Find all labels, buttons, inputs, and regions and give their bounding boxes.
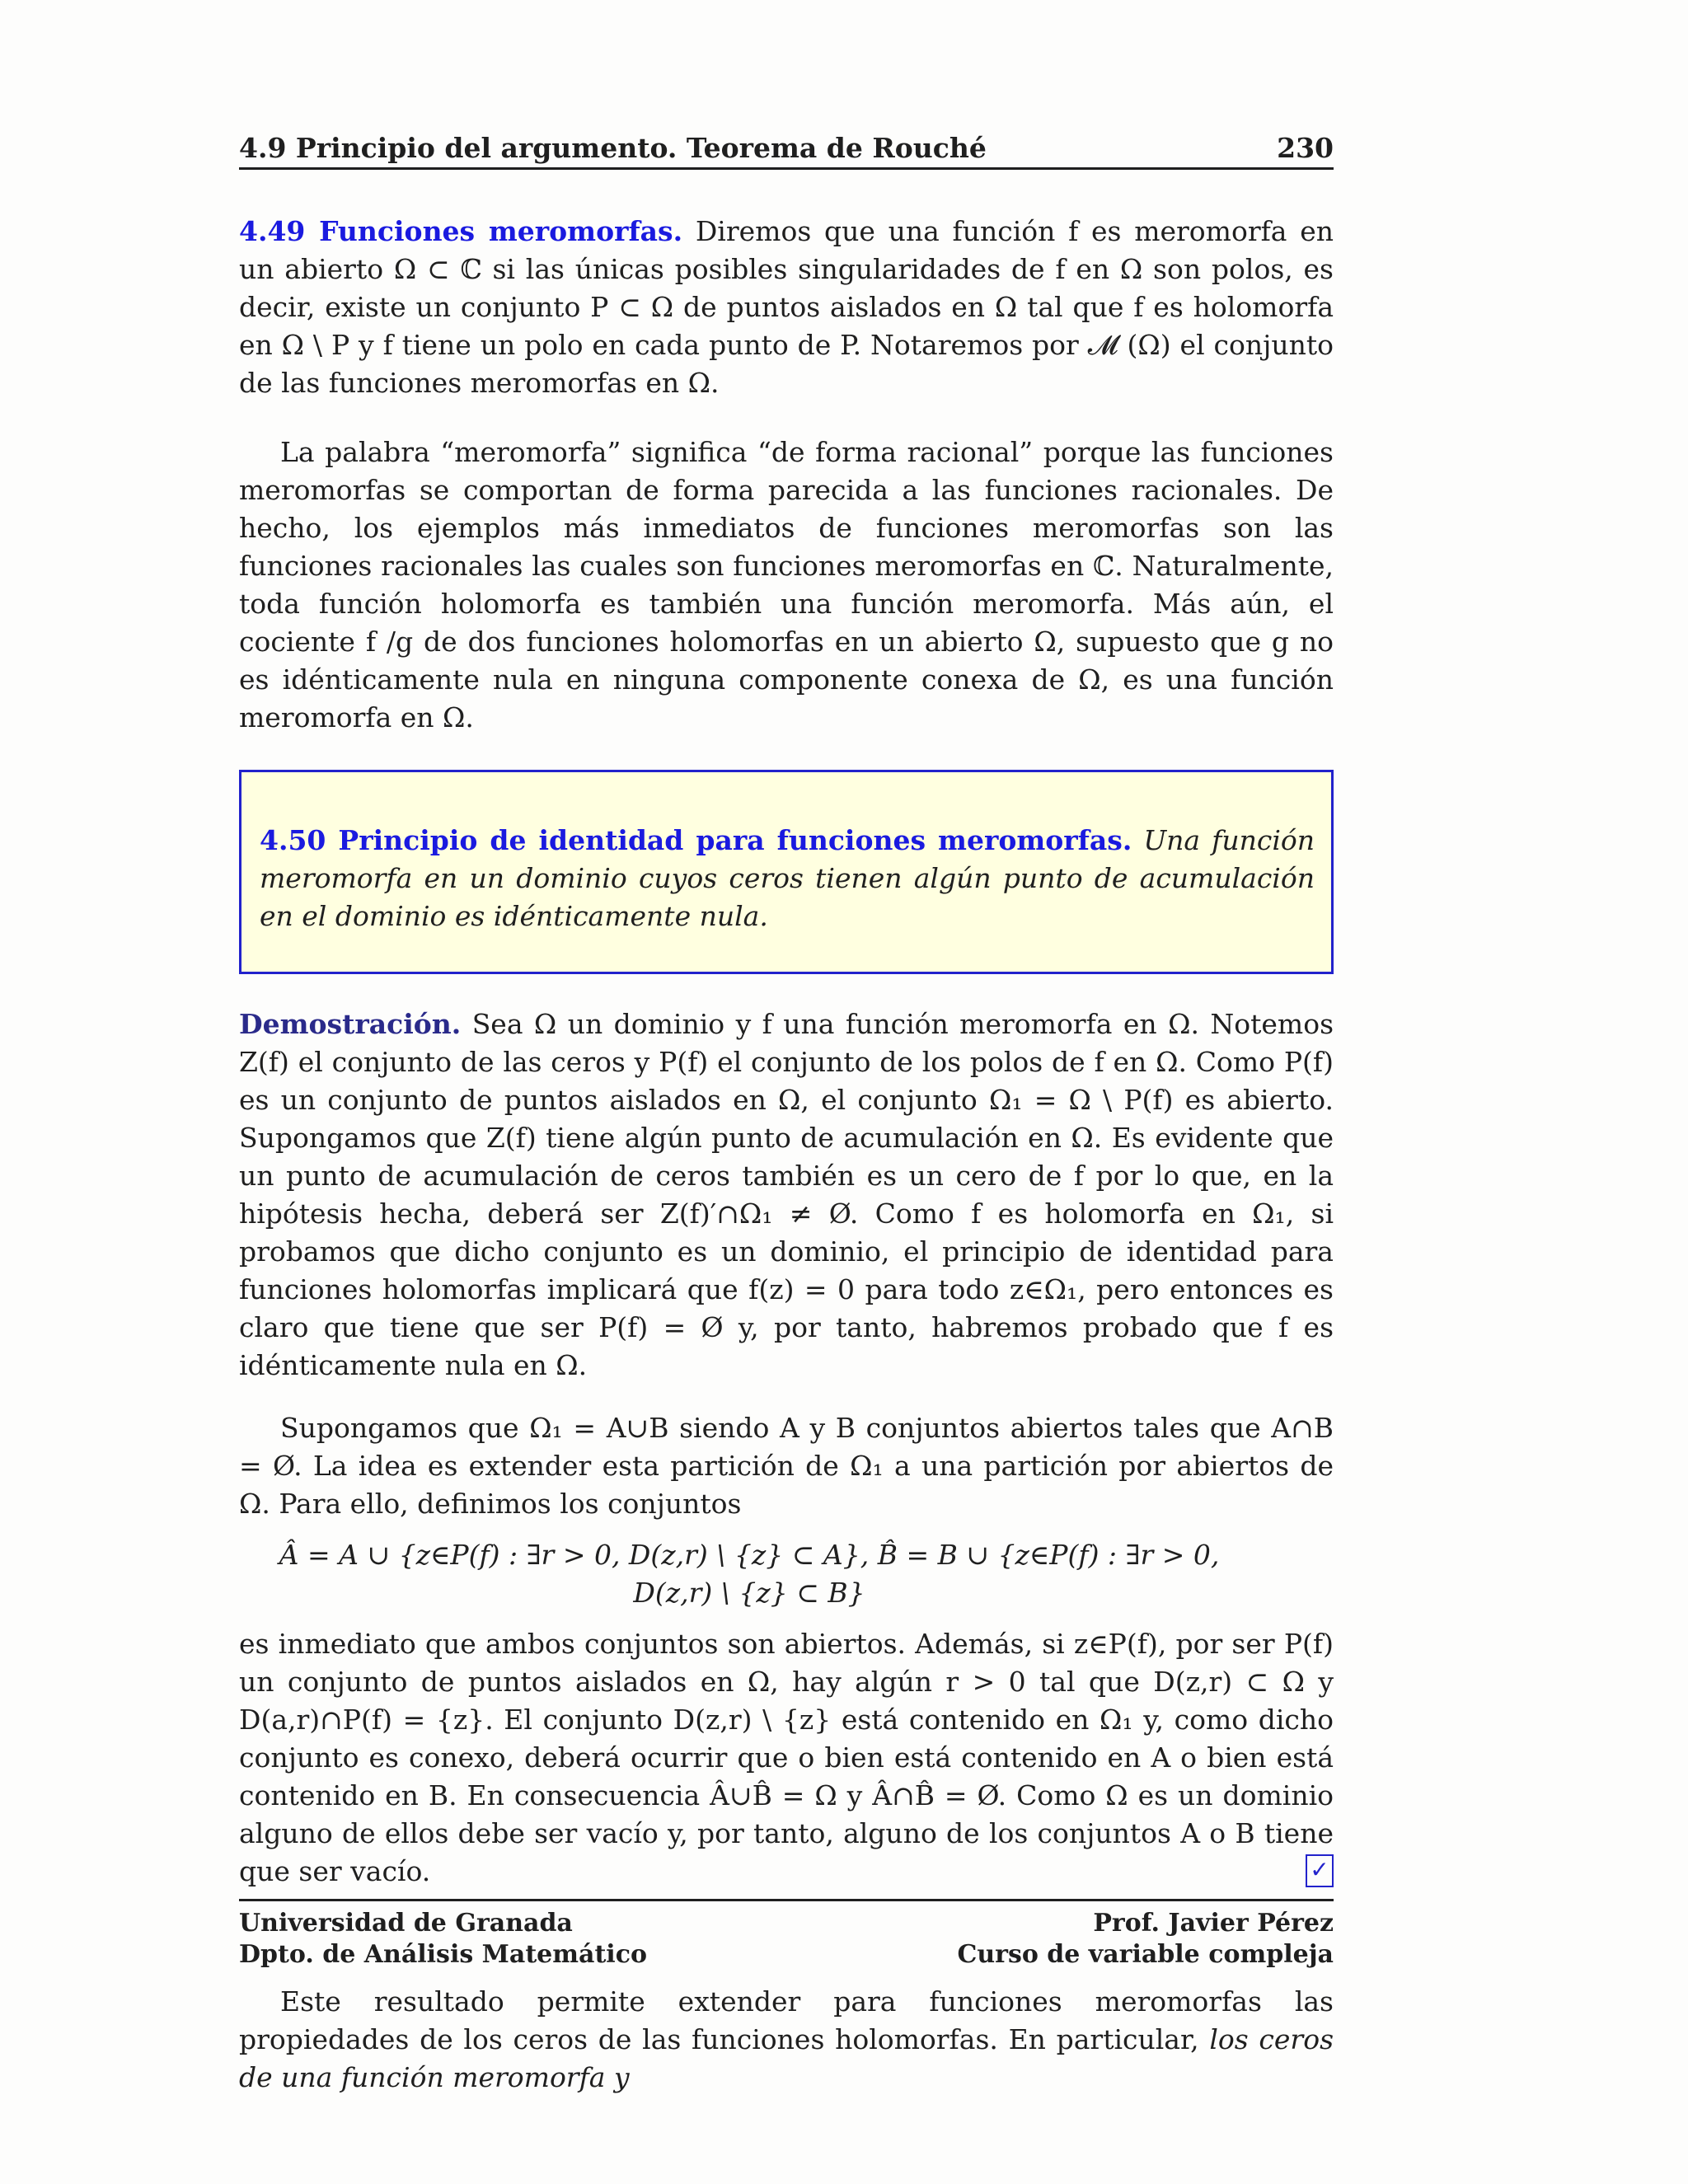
- theorem-4-50: [260, 822, 1315, 935]
- display-equation: Â = A ∪ {z∈P(f) : ∃r > 0, D(z,r) \ {z} ⊂ A}, B̂ = B ∪ {z∈P(f) : ∃r > 0, D(z,r) \ {z} ⊂ B}: [279, 1539, 1220, 1609]
- proof-label: Demostración.: [239, 1008, 462, 1040]
- section-title: 4.9 Principio del argumento. Teorema de Rouché: [239, 132, 987, 164]
- page-footer: [239, 1899, 1334, 1971]
- footer-department: Dpto. de Análisis Matemático: [239, 1940, 647, 1969]
- theorem-box: [239, 770, 1334, 974]
- proof-paragraph-3-row: [239, 1625, 1334, 1891]
- theorem-statement: Una función meromorfa en un dominio cuyos ceros tienen algún punto de acumulación en el dominio es idénticamente nula.: [260, 824, 1315, 932]
- meromorfa-paragraph: La palabra “meromorfa” significa “de forma racional” porque las funciones meromorfas se comportan de forma parecida a las funciones racionales. De hecho, los ejemplos más inmediatos de funciones meromorfas son las funciones racionales las cuales son funciones meromorfas en ℂ. Naturalmente, toda función holomorfa es también una función meromorfa. Más aún, el cociente f /g de dos funciones holomorfas en un abierto Ω, supuesto que g no es idénticamente nula en ninguna componente conexa de Ω, es una función meromorfa en Ω.: [239, 436, 1334, 733]
- proof-paragraph-3: es inmediato que ambos conjuntos son abiertos. Además, si z∈P(f), por ser P(f) un conjunto de puntos aislados en Ω, hay algún r > 0 tal que D(z,r) ⊂ Ω y D(a,r)∩P(f) = {z}. El conjunto D(z,r) \ {z} está contenido en Ω₁ y, como dicho conjunto es conexo, deberá ocurrir que o bien está contenido en A o bien está contenido en B. En consecuencia Â∪B̂ = Ω y Â∩B̂ = Ø. Como Ω es un dominio alguno de ellos debe ser vacío y, por tanto, alguno de los conjuntos A o B tiene que ser vacío.: [239, 1628, 1334, 1887]
- definition-4-49: [239, 213, 1334, 402]
- closing-paragraph: [239, 1983, 1334, 2097]
- qed-checkmark-icon: ✓: [1306, 1854, 1334, 1887]
- proof-paragraph-1: [239, 1005, 1334, 1385]
- proof-text-1: Sea Ω un dominio y f una función meromorfa en Ω. Notemos Z(f) el conjunto de las ceros y P(f) el conjunto de los polos de f en Ω. Como P(f) es un conjunto de puntos aislados en Ω, el conjunto Ω₁ = Ω \ P(f) es abierto. Supongamos que Z(f) tiene algún punto de acumulación en Ω. Es evidente que un punto de acumulación de ceros también es un cero de f por lo que, en la hipótesis hecha, deberá ser Z(f)′∩Ω₁ ≠ Ø. Como f es holomorfa en Ω₁, si probamos que dicho conjunto es un dominio, el principio de identidad para funciones holomorfas implicará que f(z) = 0 para todo z∈Ω₁, pero entonces es claro que tiene que ser P(f) = Ø y, por tanto, habremos probado que f es idénticamente nula en Ω.: [239, 1008, 1334, 1381]
- footer-author: Prof. Javier Pérez: [1093, 1909, 1334, 1938]
- page-number: 230: [1277, 132, 1334, 164]
- definition-text: Diremos que una función f es meromorfa en un abierto Ω ⊂ ℂ si las únicas posibles singularidades de f en Ω son polos, es decir, existe un conjunto P ⊂ Ω de puntos aislados en Ω tal que f es holomorfa en Ω \ P y f tiene un polo en cada punto de P. Notaremos por 𝓜 (Ω) el conjunto de las funciones meromorfas en Ω.: [239, 215, 1334, 399]
- definition-label: 4.49 Funciones meromorfas.: [239, 215, 683, 247]
- closing-text: Este resultado permite extender para funciones meromorfas las propiedades de los ceros de las funciones holomorfas. En particular,: [239, 1985, 1334, 2055]
- theorem-label: 4.50 Principio de identidad para funciones meromorfas.: [260, 824, 1132, 856]
- closing-italic-text: los ceros de una función meromorfa y: [239, 2023, 1334, 2093]
- footer-left: [239, 1908, 647, 1971]
- page-body: [239, 213, 1334, 2097]
- footer-university: Universidad de Granada: [239, 1909, 573, 1938]
- proof-paragraph-2: Supongamos que Ω₁ = A∪B siendo A y B conjuntos abiertos tales que A∩B = Ø. La idea es extender esta partición de Ω₁ a una partición por abiertos de Ω. Para ello, definimos los conjuntos: [239, 1412, 1334, 1520]
- footer-right: [957, 1908, 1334, 1971]
- running-header: [239, 132, 1334, 170]
- footer-course: Curso de variable compleja: [957, 1940, 1334, 1969]
